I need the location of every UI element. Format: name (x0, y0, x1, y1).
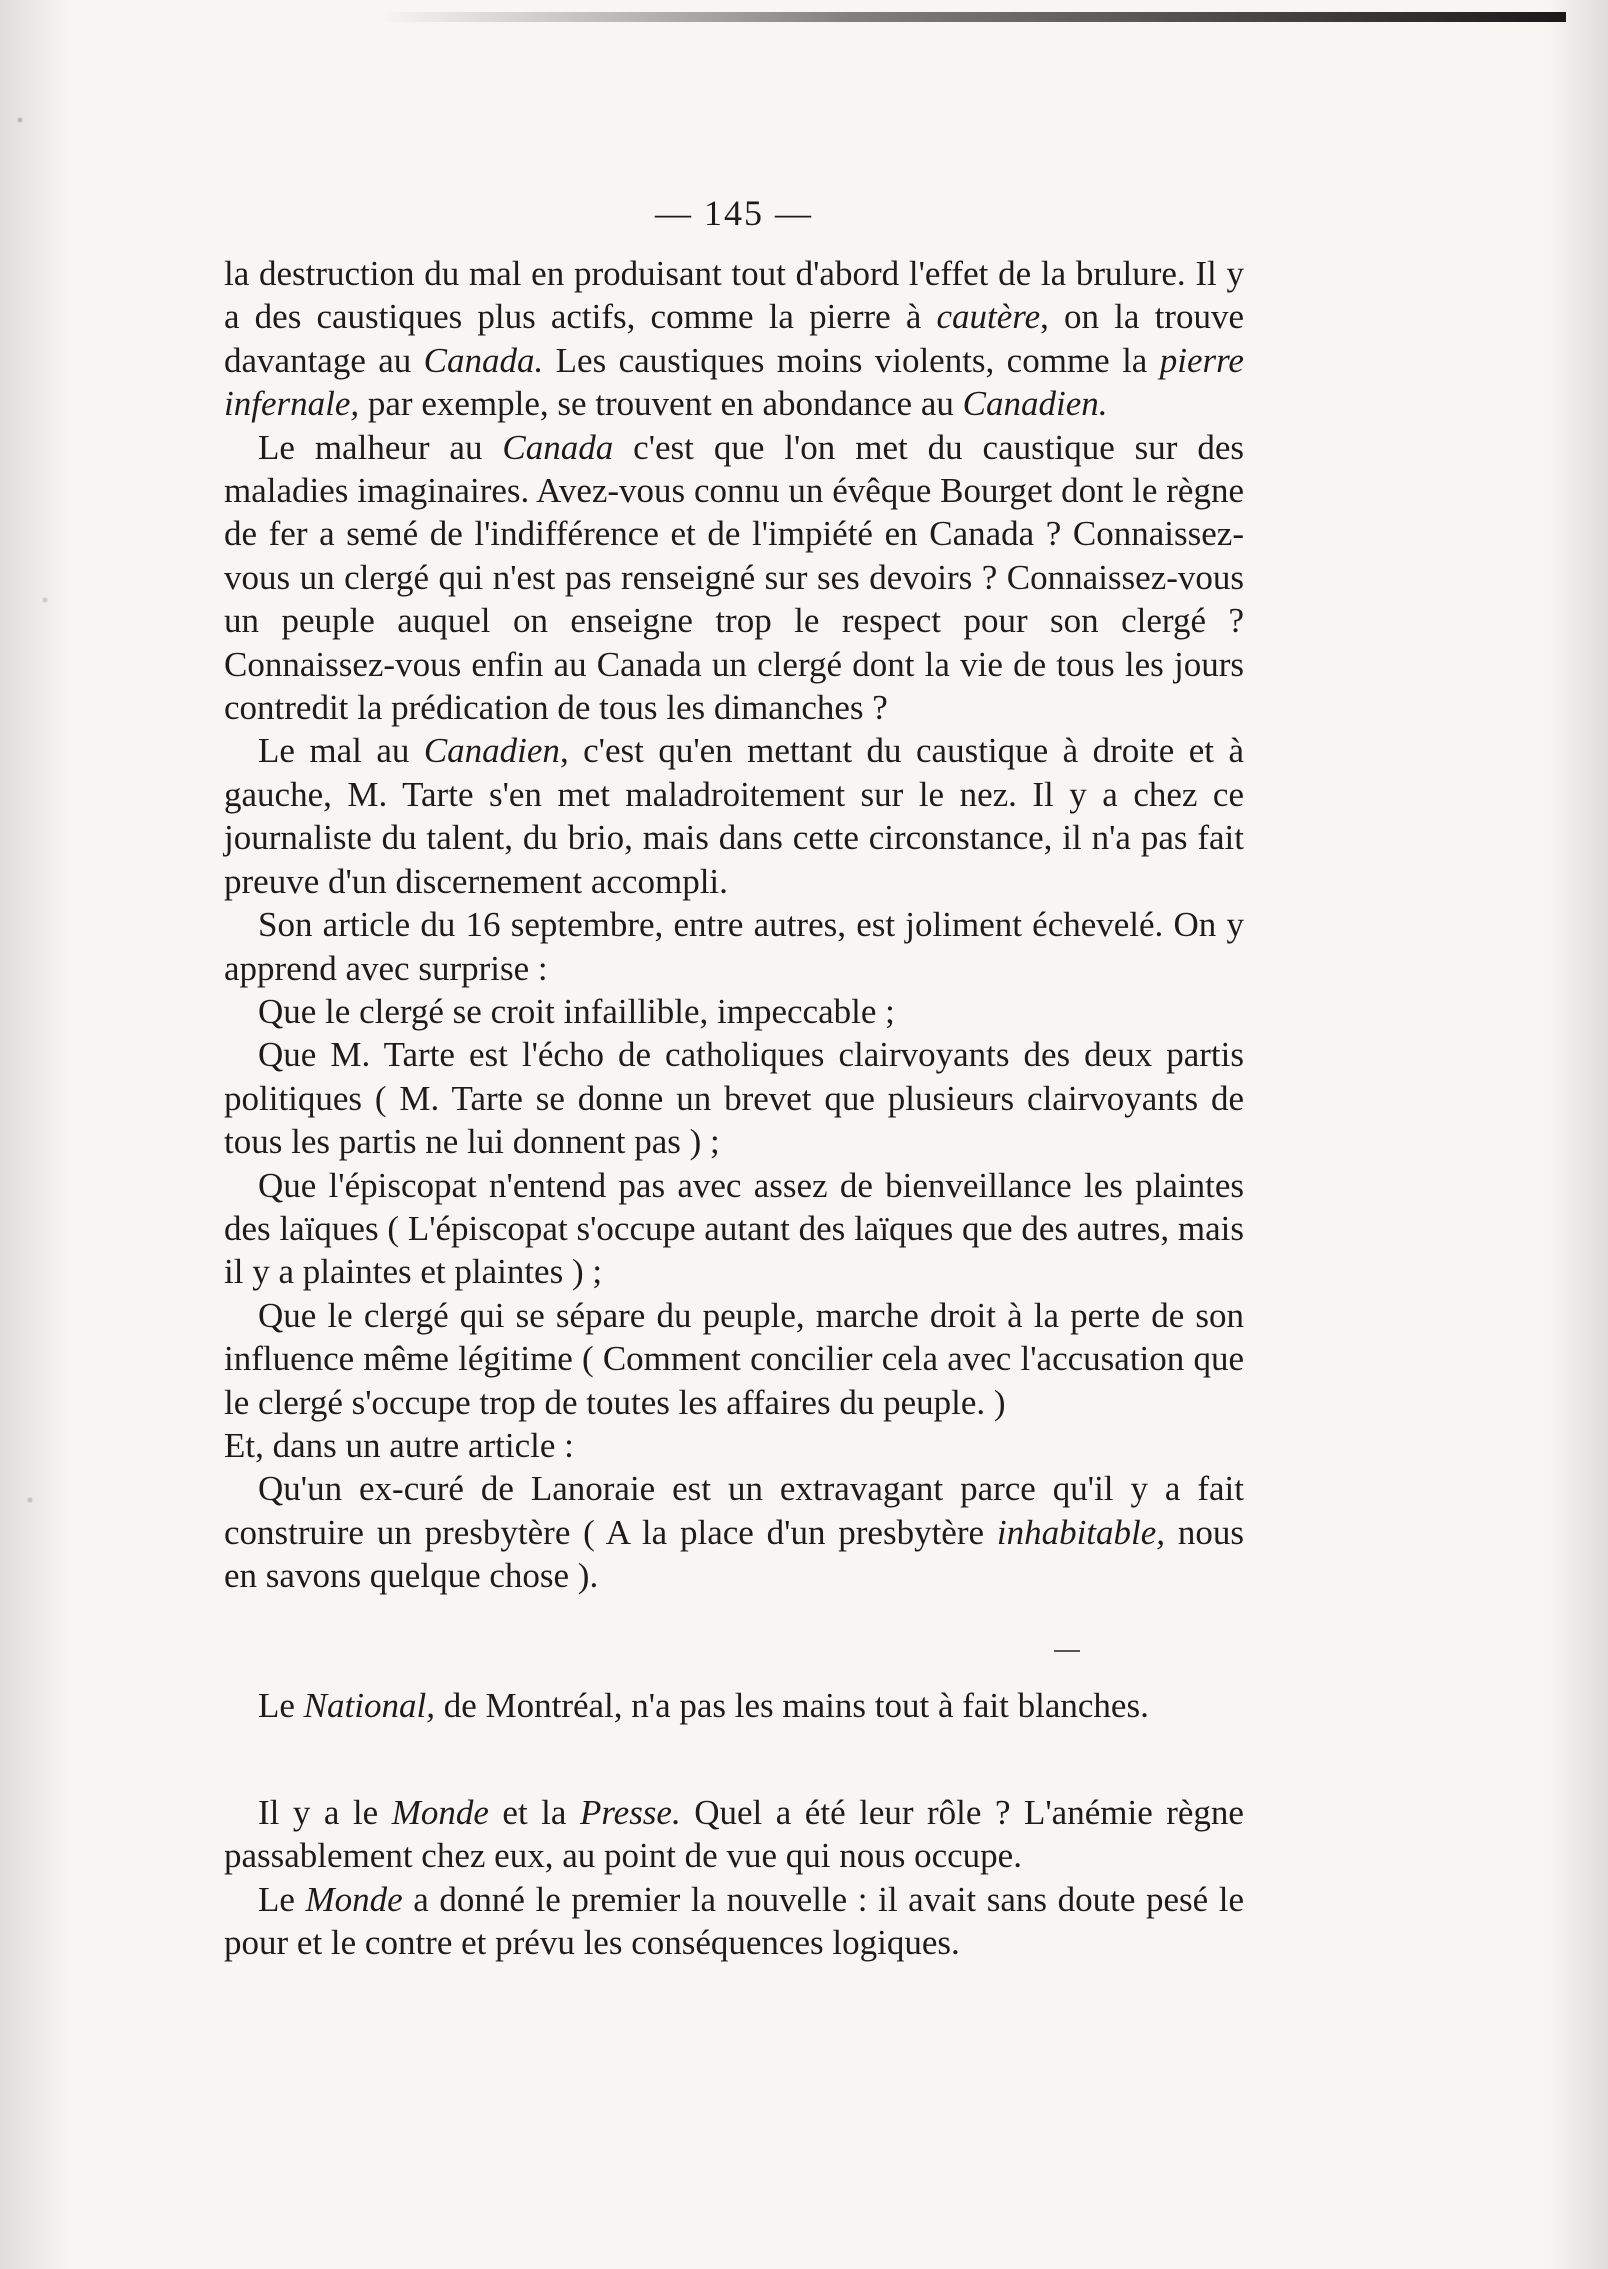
paragraph-p7 (224, 1164, 1244, 1294)
text-run: Qu'un ex-curé de Lanoraie est un extravagant parce qu'il y a fait construire un presbytère ( A la place d'un presbytère (224, 1469, 1244, 1552)
italic-text: cautère (936, 297, 1041, 337)
italic-text: National, (303, 1685, 435, 1725)
text-run: , on la trouve davantage au (224, 297, 1244, 380)
italic-text: Canadien (423, 731, 560, 771)
section-dash-mark (1054, 1650, 1080, 1652)
text-run: Son article du 16 septembre, entre autres, est joliment échevelé. On y apprend avec surprise : (224, 905, 1244, 988)
paragraph-p13 (224, 1878, 1244, 1965)
paragraph-p12 (224, 1791, 1244, 1878)
right-page-edge (1548, 0, 1608, 2269)
text-run: Le (258, 1685, 304, 1725)
text-run: nous en savons quelque chose ). (224, 1512, 1244, 1596)
paragraph-p8 (224, 1294, 1244, 1424)
text-run: Le (258, 1879, 306, 1919)
text-run: Et, dans un autre article : (224, 1425, 574, 1465)
paragraph-p6 (224, 1033, 1244, 1163)
text-run: Que le clergé se croit infaillible, impeccable ; (258, 991, 895, 1031)
italic-text: Monde (305, 1879, 403, 1919)
italic-text: Canada (502, 427, 614, 467)
italic-text: inhabitable, (996, 1512, 1166, 1552)
page-number: — 145 — (655, 193, 813, 233)
paragraph-p4 (224, 903, 1244, 990)
paragraph-p1 (224, 252, 1244, 426)
text-run: Que l'épiscopat n'entend pas avec assez de bienveillance les plaintes des laïques ( L'épiscopat s'occupe autant des laïques que des autres, mais il y a plaintes et plaintes ) ; (224, 1165, 1244, 1292)
text-run: de Montréal, n'a pas les mains tout à fait blanches. (434, 1685, 1149, 1725)
text-run: Que M. Tarte est l'écho de catholiques clairvoyants des deux partis politiques ( M. Tarte se donne un brevet que plusieurs clairvoyants de tous les partis ne lui donnent pas ) ; (224, 1035, 1244, 1162)
text-run: et la (488, 1793, 580, 1832)
text-run: Le malheur au (258, 427, 503, 467)
italic-text: Monde (391, 1793, 489, 1832)
italic-text: Canada. (423, 340, 544, 380)
paragraph-p9 (224, 1424, 1244, 1467)
paragraph-p5 (224, 990, 1244, 1033)
top-edge-rule (380, 12, 1566, 22)
text-run: Le mal au (258, 731, 424, 771)
text-run: c'est que l'on met du caustique sur des maladies imaginaires. Avez-vous connu un évêque Bourget dont le règne de fer a semé de l'indifférence et de l'impiété en Canada ? Connaissez-vous un clergé qui n'est pas renseigné sur ses devoirs ? Connaissez-vous un peuple auquel on enseigne trop le respect pour son clergé ? Connaissez-vous enfin au Canada un clergé dont la vie de tous les jours contredit la prédication de tous les dimanches ? (224, 427, 1244, 728)
paragraph-p2 (224, 426, 1244, 730)
text-run: a donné le premier la nouvelle : il avait sans doute pesé le pour et le contre et prévu les conséquences logiques. (224, 1879, 1244, 1963)
text-run: , c'est qu'en mettant du caustique à droite et à gauche, M. Tarte s'en met maladroitement sur le nez. Il y a chez ce journaliste du talent, du brio, mais dans cette circonstance, il n'a pas fait preuve d'un discernement accompli. (224, 731, 1245, 901)
italic-text: pierre infernale, (224, 340, 1244, 424)
text-run: Que le clergé qui se sépare du peuple, marche droit à la perte de son influence même légitime ( Comment concilier cela avec l'accusation que le clergé s'occupe trop de toutes les affaires du peuple. ) (224, 1295, 1244, 1422)
text-run: Il y a le (258, 1793, 392, 1832)
text-run: par exemple, se trouvent en abondance au (359, 384, 963, 424)
body-text (224, 252, 1244, 1965)
paragraph-p10 (224, 1467, 1244, 1597)
paragraph-p3 (224, 729, 1244, 903)
paragraph-p11 (224, 1684, 1244, 1727)
italic-text: Presse. (579, 1793, 681, 1832)
text-run: Les caustiques moins violents, comme la (543, 340, 1160, 380)
text-run: la destruction du mal en produisant tout d'abord l'effet de la brulure. Il y a des caustiques plus actifs, comme la pierre à (224, 254, 1244, 337)
italic-text: Canadien. (962, 384, 1108, 424)
left-page-edge (0, 0, 70, 2269)
text-run: Quel a été leur rôle ? L'anémie règne passablement chez eux, au point de vue qui nous occupe. (224, 1793, 1244, 1876)
